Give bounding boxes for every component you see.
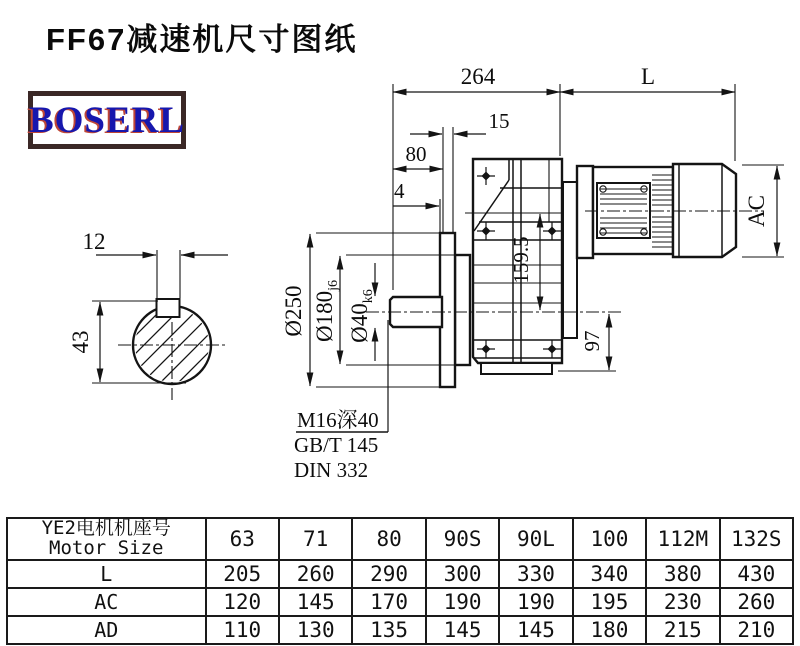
dim-80-label: 80 [405,142,427,166]
col-header [646,518,719,560]
col-label: 112M [657,526,709,551]
col-label: 132S [730,526,782,551]
dim-L-label: L [640,64,656,89]
row-label: L [7,560,206,588]
housing-base [481,363,552,374]
dim-4-label: 4 [394,179,405,203]
cell: 210 [720,616,793,644]
tap-hole-note [294,320,388,482]
cell: 430 [720,560,793,588]
row-label: AD [7,616,206,644]
col-label: 90S [443,526,482,551]
col-header [279,518,352,560]
cell: 190 [426,588,499,616]
cell: 180 [573,616,646,644]
row-label: AC [7,588,206,616]
motor-front-flange [577,166,593,258]
table-row-L [7,560,793,588]
col-label: 100 [590,526,629,551]
cell: 145 [426,616,499,644]
cell: 130 [279,616,352,644]
cell: 260 [279,560,352,588]
header-en: Motor Size [49,536,164,559]
note-tap-label: M16深40 [297,408,379,432]
cell: 135 [352,616,425,644]
cell: 190 [499,588,572,616]
header-cn: YE2电机机座号 [41,517,171,539]
note-gb-label: GB/T 145 [294,433,379,457]
dim-159-label: 159.5 [509,236,533,284]
table-row-AC [7,588,793,616]
col-header [499,518,572,560]
cell: 145 [499,616,572,644]
dim-264-label: 264 [460,64,496,89]
cell: 170 [352,588,425,616]
col-header [426,518,499,560]
table-header-row [7,518,793,560]
cell: 195 [573,588,646,616]
dim-97-label: 97 [580,330,604,352]
col-header [573,518,646,560]
note-din-label: DIN 332 [294,458,369,482]
cell: 205 [206,560,279,588]
dim-key-height-label: 43 [68,330,93,354]
spec-table [6,517,794,645]
flange-spigot [455,255,470,365]
dim-key-width-label: 12 [82,229,106,254]
page-title: FF67减速机尺寸图纸 [46,22,358,57]
col-header [206,518,279,560]
header-motor-size [7,518,206,560]
cell: 260 [720,588,793,616]
dim-shaft-d-label: Ø40k6 [347,289,376,343]
brand-logo-text: BOSERL [28,99,186,141]
col-label: 80 [376,526,402,551]
dim-AC-label: AC [744,195,769,227]
cell: 380 [646,560,719,588]
cell: 145 [279,588,352,616]
dim-15-label: 15 [488,109,510,133]
cell: 290 [352,560,425,588]
dim-spigot-label: Ø180j6 [312,279,341,343]
shaft-section-view [45,229,281,480]
cell: 110 [206,616,279,644]
col-label: 71 [303,526,329,551]
keyway [157,299,180,317]
cell: 340 [573,560,646,588]
dim-flange-od-label: Ø250 [281,285,306,337]
spec-table-wrap [6,517,794,645]
section-hatching [45,244,281,480]
col-header [720,518,793,560]
col-label: 90L [517,526,555,551]
table-row-AD [7,616,793,644]
col-label: 63 [229,526,255,551]
col-header [352,518,425,560]
cell: 330 [499,560,572,588]
cell: 300 [426,560,499,588]
cell: 215 [646,616,719,644]
cell: 230 [646,588,719,616]
reducer-side-view [366,159,764,387]
cell: 120 [206,588,279,616]
adapter-flange [563,182,577,338]
